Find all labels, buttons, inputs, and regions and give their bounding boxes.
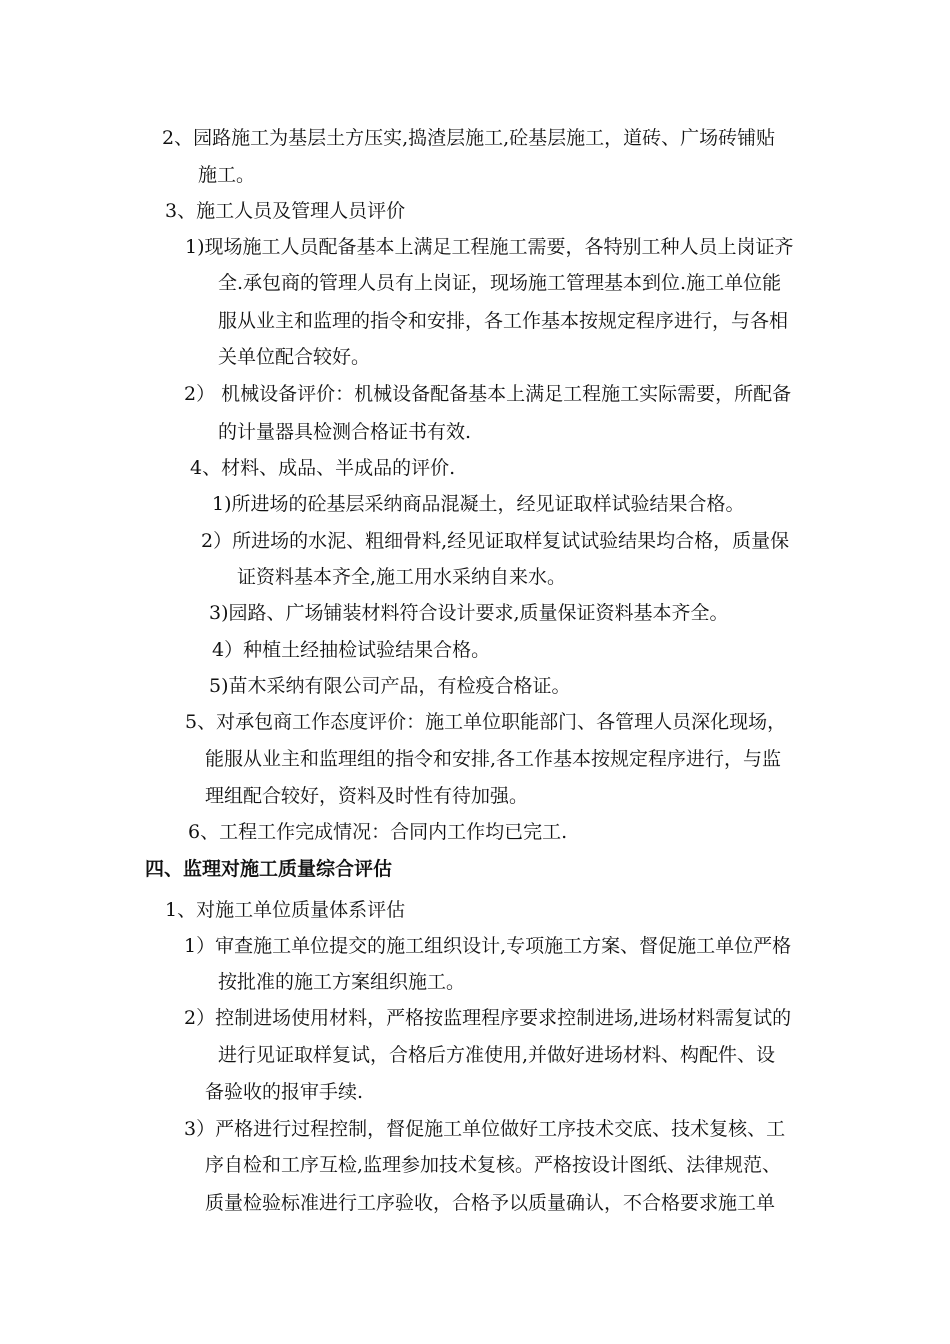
text-line: 理组配合较好，资料及时性有待加强。 xyxy=(205,785,529,807)
text-line: 2） 机械设备评价：机械设备配备基本上满足工程施工实际需要，所配备 xyxy=(184,383,792,405)
text-line: 5)苗木采纳有限公司产品，有检疫合格证。 xyxy=(209,675,571,697)
text-line: 2、园路施工为基层土方压实,捣渣层施工,砼基层施工，道砖、广场砖铺贴 xyxy=(162,127,776,149)
text-line: 按批准的施工方案组织施工。 xyxy=(218,971,466,993)
text-line: 1)所进场的砼基层采纳商品混凝土，经见证取样试验结果合格。 xyxy=(212,493,745,515)
text-line: 5、对承包商工作态度评价：施工单位职能部门、各管理人员深化现场， xyxy=(185,711,787,733)
text-line: 4）种植土经抽检试验结果合格。 xyxy=(212,639,491,661)
text-line: 能服从业主和监理组的指令和安排,各工作基本按规定程序进行，与监 xyxy=(205,748,782,770)
text-line: 2）所进场的水泥、粗细骨料,经见证取样复试试验结果均合格，质量保 xyxy=(201,530,790,552)
text-line: 质量检验标准进行工序验收，合格予以质量确认，不合格要求施工单 xyxy=(205,1192,776,1214)
text-line: 3、施工人员及管理人员评价 xyxy=(165,200,406,222)
text-line: 序自检和工序互检,监理参加技术复核。严格按设计图纸、法律规范、 xyxy=(205,1154,782,1176)
text-line: 1）审查施工单位提交的施工组织设计,专项施工方案、督促施工单位严格 xyxy=(184,935,792,957)
text-line: 备验收的报审手续. xyxy=(205,1081,364,1103)
text-line: 3)园路、广场铺装材料符合设计要求,质量保证资料基本齐全。 xyxy=(209,602,729,624)
text-line: 6、工程工作完成情况：合同内工作均已完工. xyxy=(188,821,568,843)
text-line: 4、材料、成品、半成品的评价. xyxy=(190,457,456,479)
text-line: 施工。 xyxy=(198,164,256,186)
text-line: 服从业主和监理的指令和安排，各工作基本按规定程序进行，与各相 xyxy=(218,310,789,332)
text-line: 3）严格进行过程控制，督促施工单位做好工序技术交底、技术复核、工 xyxy=(184,1118,786,1140)
text-line: 1、对施工单位质量体系评估 xyxy=(165,899,406,921)
section-heading: 四、监理对施工质量综合评估 xyxy=(145,858,393,880)
text-line: 2）控制进场使用材料，严格按监理程序要求控制进场,进场材料需复试的 xyxy=(184,1007,792,1029)
text-line: 关单位配合较好。 xyxy=(218,346,371,368)
text-line: 进行见证取样复试，合格后方准使用,并做好进场材料、构配件、设 xyxy=(218,1044,776,1066)
text-line: 全.承包商的管理人员有上岗证，现场施工管理基本到位.施工单位能 xyxy=(218,272,782,294)
text-line: 1)现场施工人员配备基本上满足工程施工需要，各特别工种人员上岗证齐 xyxy=(185,236,794,258)
text-line: 证资料基本齐全,施工用水采纳自来水。 xyxy=(237,566,567,588)
text-line: 的计量器具检测合格证书有效. xyxy=(218,421,472,443)
